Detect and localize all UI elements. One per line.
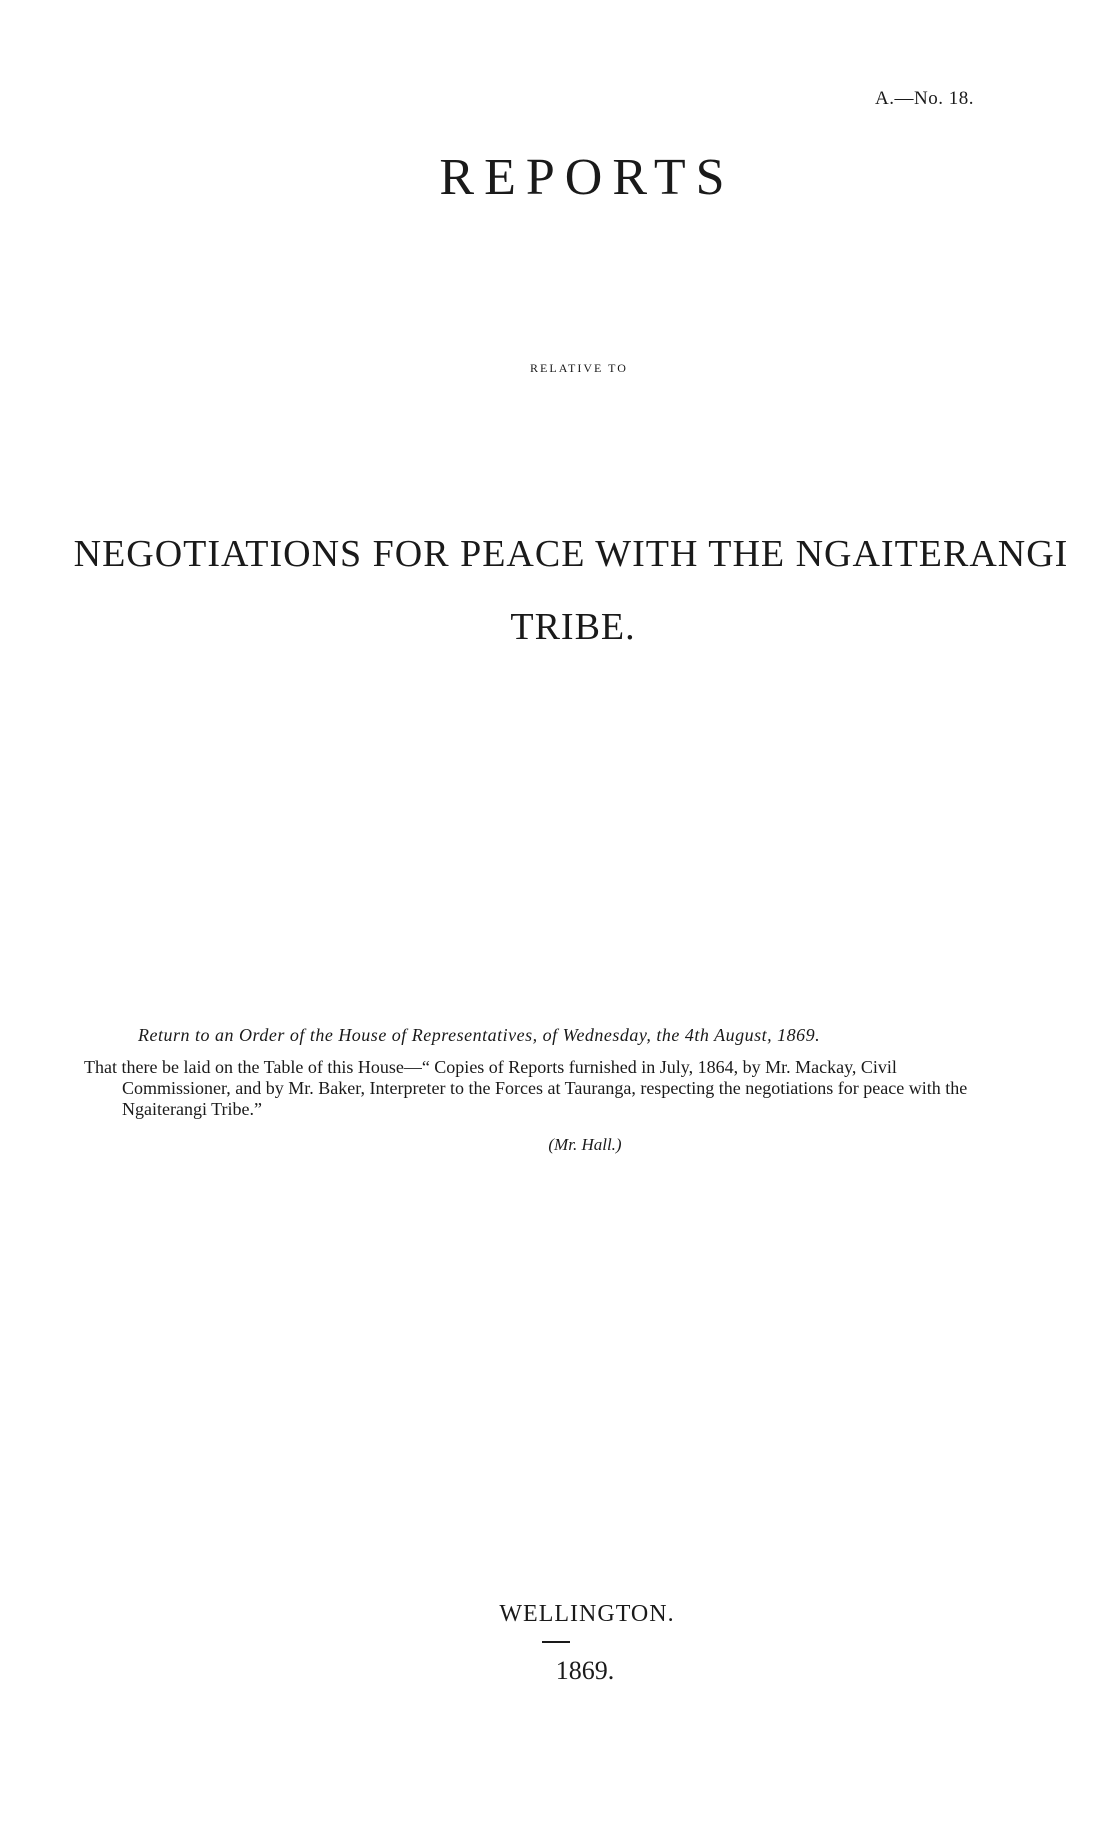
imprint-year: 1869. bbox=[555, 1656, 615, 1685]
return-order-line: Return to an Order of the House of Representatives, of Wednesday, the 4th August, 1869. bbox=[138, 1025, 821, 1045]
imprint-divider bbox=[542, 1641, 570, 1643]
subject-heading-line-2: TRIBE. bbox=[510, 606, 636, 648]
mover-name: (Mr. Hall.) bbox=[548, 1135, 622, 1154]
relative-to-label: RELATIVE TO bbox=[530, 361, 628, 375]
motion-text: That there be laid on the Table of this House—“ Copies of Reports furnished in July, 1864, by Mr. Mackay, Civil Commissioner, and by Mr. Baker, Interpreter to the Forces at Tauranga, respecting the negotiations for peace with the Ngaiterangi Tribe.” bbox=[84, 1057, 968, 1119]
subject-heading-line-1: NEGOTIATIONS FOR PEACE WITH THE NGAITERANGI bbox=[73, 533, 1069, 575]
motion-paragraph bbox=[84, 1057, 974, 1120]
imprint-place: WELLINGTON. bbox=[499, 1601, 675, 1627]
document-number: A.—No. 18. bbox=[875, 88, 974, 109]
page-title: REPORTS bbox=[439, 149, 735, 206]
